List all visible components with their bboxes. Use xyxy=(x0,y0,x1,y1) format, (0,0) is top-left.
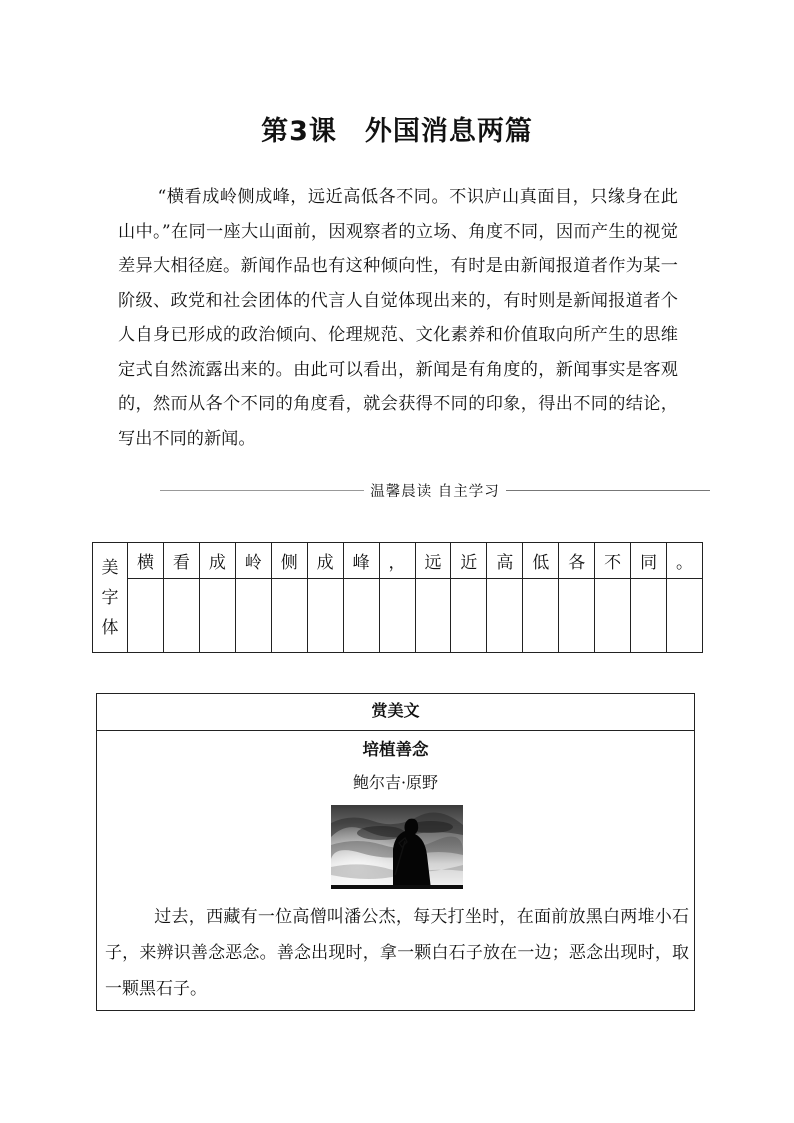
article-body xyxy=(105,899,689,1007)
practice-row-blank xyxy=(93,579,703,653)
practice-blank-cell[interactable] xyxy=(343,579,379,653)
section-divider-label: 温馨晨读 自主学习 xyxy=(370,483,500,500)
practice-blank-cell[interactable] xyxy=(595,579,631,653)
page-title xyxy=(0,112,794,152)
practice-blank-cell[interactable] xyxy=(307,579,343,653)
practice-side-label xyxy=(93,543,128,653)
article-author: 鲍尔吉·原野 xyxy=(352,773,439,792)
intro-paragraph: “横看成岭侧成峰，远近高低各不同。不识庐山真面目，只缘身在此山中。”在同一座大山面前，因观察者的立场、角度不同，因而产生的视觉差异大相径庭。新闻作品也有这种倾向性，有时是由新闻报道者作为某一阶级、政党和社会团体的代言人自觉体现出来的，有时则是新闻报道者个人自身已形成的政治倾向、伦理规范、文化素养和价值取向所产生的思维定式自然流露出来的。由此可以看出，新闻是有角度的，新闻事实是客观的，然而从各个不同的角度看，就会获得不同的印象，得出不同的结论，写出不同的新闻。 xyxy=(118,187,678,449)
reading-card xyxy=(96,693,695,1011)
divider-line-right xyxy=(506,490,710,491)
model-character-cell: 高 xyxy=(487,543,523,579)
practice-blank-cell[interactable] xyxy=(128,579,164,653)
model-character-cell: 各 xyxy=(559,543,595,579)
practice-blank-cell[interactable] xyxy=(271,579,307,653)
model-character-cell: 不 xyxy=(595,543,631,579)
intro-section xyxy=(118,180,678,456)
divider-line-left xyxy=(160,490,364,491)
lesson-title: 外国消息两篇 xyxy=(364,116,533,147)
practice-blank-cell[interactable] xyxy=(559,579,595,653)
model-character-cell: 看 xyxy=(163,543,199,579)
practice-blank-cell[interactable] xyxy=(163,579,199,653)
practice-blank-cell[interactable] xyxy=(487,579,523,653)
model-character-cell: ， xyxy=(379,543,415,579)
practice-blank-cell[interactable] xyxy=(415,579,451,653)
reading-card-header: 赏美文 xyxy=(97,694,694,731)
calligraphy-practice-table xyxy=(92,542,703,653)
practice-blank-cell[interactable] xyxy=(235,579,271,653)
model-character-cell: 成 xyxy=(199,543,235,579)
model-character-cell: 近 xyxy=(451,543,487,579)
practice-blank-cell[interactable] xyxy=(451,579,487,653)
model-character-cell: 侧 xyxy=(271,543,307,579)
side-label-char: 字 xyxy=(101,587,119,608)
side-label-char: 美 xyxy=(101,557,119,578)
model-character-cell: 。 xyxy=(667,543,703,579)
section-divider xyxy=(160,478,710,502)
practice-blank-cell[interactable] xyxy=(631,579,667,653)
article-paragraph: 过去，西藏有一位高僧叫潘公杰，每天打坐时，在面前放黑白两堆小石子，来辨识善念恶念。善念出现时，拿一颗白石子放在一边；恶念出现时，取一颗黑石子。 xyxy=(105,907,689,999)
monk-silhouette-photo xyxy=(331,805,463,889)
side-label-char: 体 xyxy=(101,617,119,638)
model-character-cell: 成 xyxy=(307,543,343,579)
practice-blank-cell[interactable] xyxy=(379,579,415,653)
practice-blank-cell[interactable] xyxy=(667,579,703,653)
model-character-cell: 峰 xyxy=(343,543,379,579)
article-title: 培植善念 xyxy=(362,740,429,759)
practice-row-characters xyxy=(93,543,703,579)
model-character-cell: 同 xyxy=(631,543,667,579)
model-character-cell: 低 xyxy=(523,543,559,579)
model-character-cell: 横 xyxy=(128,543,164,579)
lesson-number: 第3课 xyxy=(261,116,337,147)
model-character-cell: 远 xyxy=(415,543,451,579)
model-character-cell: 岭 xyxy=(235,543,271,579)
monk-silhouette-image xyxy=(331,805,463,889)
practice-blank-cell[interactable] xyxy=(199,579,235,653)
practice-blank-cell[interactable] xyxy=(523,579,559,653)
